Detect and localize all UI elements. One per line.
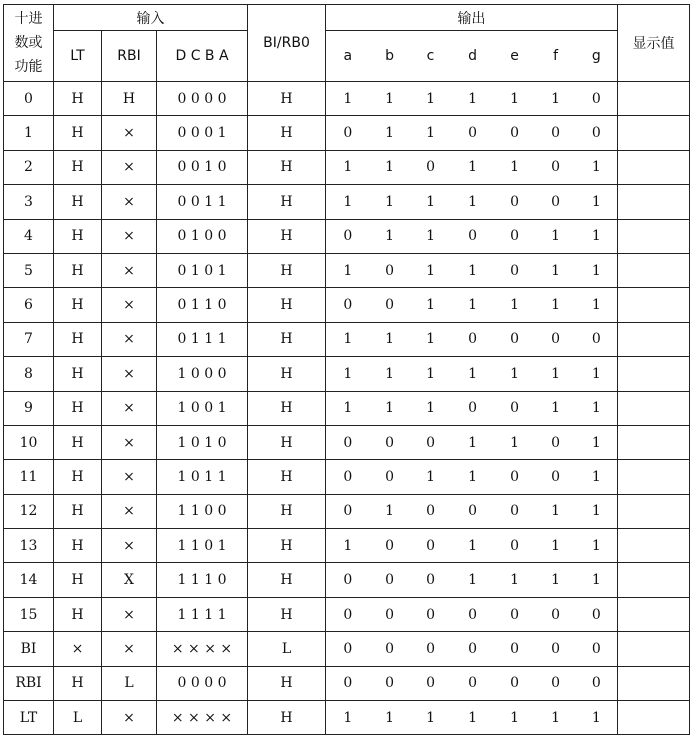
segment-a-cell: 1 bbox=[326, 391, 370, 425]
dcba-cell: 1 1 1 0 bbox=[157, 563, 248, 597]
bi-rbo-cell: H bbox=[248, 529, 326, 563]
segment-f-cell: 0 bbox=[536, 116, 576, 150]
segment-c-cell: 0 bbox=[410, 666, 452, 700]
dcba-cell: 1 0 1 1 bbox=[157, 460, 248, 494]
segment-f-cell: 1 bbox=[536, 529, 576, 563]
decimal-header-line2: 数或 bbox=[14, 35, 43, 51]
table-row bbox=[4, 150, 690, 184]
display-cell bbox=[618, 391, 690, 425]
segment-g-cell: 1 bbox=[576, 494, 618, 528]
segment-c-cell: 1 bbox=[410, 357, 452, 391]
segment-e-cell: 0 bbox=[494, 253, 536, 287]
segment-e-cell: 0 bbox=[494, 219, 536, 253]
lt-cell: H bbox=[54, 494, 102, 528]
row-label-cell: BI bbox=[4, 632, 54, 666]
display-cell bbox=[618, 185, 690, 219]
segment-a-cell: 0 bbox=[326, 632, 370, 666]
segment-e-cell: 0 bbox=[494, 185, 536, 219]
rbi-cell: × bbox=[102, 391, 157, 425]
row-label-cell: 3 bbox=[4, 185, 54, 219]
bi-rbo-cell: H bbox=[248, 425, 326, 459]
segment-a-cell: 1 bbox=[326, 701, 370, 735]
decimal-header-line1: 十进 bbox=[14, 11, 43, 27]
rbi-cell: L bbox=[102, 666, 157, 700]
segment-d-cell: 1 bbox=[452, 529, 494, 563]
segment-e-cell: 0 bbox=[494, 632, 536, 666]
row-label-cell: 4 bbox=[4, 219, 54, 253]
segment-f-cell: 1 bbox=[536, 82, 576, 116]
segment-c-cell: 0 bbox=[410, 632, 452, 666]
segment-d-cell: 0 bbox=[452, 219, 494, 253]
segment-g-cell: 0 bbox=[576, 597, 618, 631]
segment-g-cell: 0 bbox=[576, 666, 618, 700]
dcba-cell: 0 0 0 1 bbox=[157, 116, 248, 150]
segment-f-cell: 1 bbox=[536, 219, 576, 253]
segment-f-cell: 1 bbox=[536, 701, 576, 735]
segment-d-cell: 0 bbox=[452, 666, 494, 700]
segment-f-cell: 1 bbox=[536, 357, 576, 391]
segment-f-cell: 1 bbox=[536, 391, 576, 425]
lt-cell: H bbox=[54, 185, 102, 219]
segment-b-cell: 1 bbox=[370, 391, 410, 425]
bi-rbo-cell: H bbox=[248, 701, 326, 735]
lt-cell: H bbox=[54, 82, 102, 116]
bi-rbo-cell: H bbox=[248, 322, 326, 356]
display-cell bbox=[618, 357, 690, 391]
segment-b-cell: 1 bbox=[370, 185, 410, 219]
lt-header: LT bbox=[54, 31, 102, 82]
segment-e-cell: 0 bbox=[494, 529, 536, 563]
segment-e-cell: 1 bbox=[494, 82, 536, 116]
rbi-cell: × bbox=[102, 116, 157, 150]
rbi-cell: × bbox=[102, 460, 157, 494]
segment-e-cell: 1 bbox=[494, 288, 536, 322]
segment-d-cell: 0 bbox=[452, 597, 494, 631]
table-row bbox=[4, 632, 690, 666]
table-row bbox=[4, 425, 690, 459]
segment-e-cell: 1 bbox=[494, 701, 536, 735]
segment-b-cell: 1 bbox=[370, 494, 410, 528]
segment-c-cell: 0 bbox=[410, 597, 452, 631]
row-label-cell: 5 bbox=[4, 253, 54, 287]
segment-e-cell: 0 bbox=[494, 666, 536, 700]
input-group-header: 输入 bbox=[54, 5, 248, 31]
dcba-cell: 0 1 0 0 bbox=[157, 219, 248, 253]
table-header bbox=[4, 5, 690, 82]
row-label-cell: 7 bbox=[4, 322, 54, 356]
segment-f-cell: 0 bbox=[536, 150, 576, 184]
dcba-cell: 1 0 0 1 bbox=[157, 391, 248, 425]
segment-a-cell: 0 bbox=[326, 116, 370, 150]
segment-c-cell: 1 bbox=[410, 460, 452, 494]
segment-f-cell: 0 bbox=[536, 425, 576, 459]
row-label-cell: 6 bbox=[4, 288, 54, 322]
display-cell bbox=[618, 494, 690, 528]
lt-cell: H bbox=[54, 253, 102, 287]
segment-d-cell: 1 bbox=[452, 150, 494, 184]
bi-rbo-cell: H bbox=[248, 288, 326, 322]
table-row bbox=[4, 322, 690, 356]
segment-f-cell: 0 bbox=[536, 460, 576, 494]
dcba-cell: × × × × bbox=[157, 701, 248, 735]
segment-e-header: e bbox=[494, 31, 536, 82]
row-label-cell: LT bbox=[4, 701, 54, 735]
display-cell bbox=[618, 253, 690, 287]
segment-a-cell: 1 bbox=[326, 185, 370, 219]
segment-d-cell: 1 bbox=[452, 701, 494, 735]
segment-c-cell: 0 bbox=[410, 425, 452, 459]
segment-g-cell: 1 bbox=[576, 150, 618, 184]
display-cell bbox=[618, 632, 690, 666]
segment-a-cell: 0 bbox=[326, 288, 370, 322]
display-cell bbox=[618, 701, 690, 735]
segment-d-cell: 0 bbox=[452, 391, 494, 425]
segment-f-cell: 1 bbox=[536, 563, 576, 597]
segment-g-cell: 0 bbox=[576, 82, 618, 116]
segment-e-cell: 0 bbox=[494, 116, 536, 150]
segment-d-cell: 1 bbox=[452, 253, 494, 287]
segment-b-cell: 1 bbox=[370, 357, 410, 391]
segment-a-cell: 1 bbox=[326, 357, 370, 391]
segment-e-cell: 0 bbox=[494, 597, 536, 631]
segment-c-cell: 1 bbox=[410, 391, 452, 425]
table-row bbox=[4, 288, 690, 322]
segment-f-cell: 0 bbox=[536, 632, 576, 666]
segment-b-cell: 0 bbox=[370, 529, 410, 563]
row-label-cell: 13 bbox=[4, 529, 54, 563]
table-row bbox=[4, 116, 690, 150]
segment-c-cell: 0 bbox=[410, 529, 452, 563]
segment-a-cell: 1 bbox=[326, 322, 370, 356]
row-label-cell: 14 bbox=[4, 563, 54, 597]
row-label-cell: 11 bbox=[4, 460, 54, 494]
segment-f-cell: 0 bbox=[536, 666, 576, 700]
segment-a-cell: 0 bbox=[326, 597, 370, 631]
bi-rbo-cell: H bbox=[248, 597, 326, 631]
segment-g-cell: 1 bbox=[576, 288, 618, 322]
segment-e-cell: 0 bbox=[494, 391, 536, 425]
segment-e-cell: 1 bbox=[494, 357, 536, 391]
display-cell bbox=[618, 529, 690, 563]
segment-b-cell: 1 bbox=[370, 701, 410, 735]
segment-c-cell: 0 bbox=[410, 494, 452, 528]
segment-d-cell: 1 bbox=[452, 288, 494, 322]
segment-b-cell: 0 bbox=[370, 253, 410, 287]
display-cell bbox=[618, 563, 690, 597]
segment-d-cell: 1 bbox=[452, 563, 494, 597]
segment-d-cell: 0 bbox=[452, 494, 494, 528]
dcba-cell: 0 0 1 1 bbox=[157, 185, 248, 219]
table-row bbox=[4, 185, 690, 219]
segment-b-header: b bbox=[370, 31, 410, 82]
display-header: 显示值 bbox=[618, 5, 690, 82]
segment-d-cell: 1 bbox=[452, 185, 494, 219]
segment-a-cell: 0 bbox=[326, 563, 370, 597]
row-label-cell: 9 bbox=[4, 391, 54, 425]
segment-a-cell: 1 bbox=[326, 529, 370, 563]
segment-a-cell: 0 bbox=[326, 666, 370, 700]
bi-rbo-cell: H bbox=[248, 494, 326, 528]
bi-rbo-cell: H bbox=[248, 253, 326, 287]
segment-c-cell: 0 bbox=[410, 563, 452, 597]
dcba-cell: 1 1 1 1 bbox=[157, 597, 248, 631]
segment-d-cell: 0 bbox=[452, 322, 494, 356]
rbi-cell: × bbox=[102, 185, 157, 219]
table-row bbox=[4, 460, 690, 494]
lt-cell: × bbox=[54, 632, 102, 666]
segment-f-cell: 1 bbox=[536, 253, 576, 287]
rbi-cell: × bbox=[102, 597, 157, 631]
table-body bbox=[4, 82, 690, 735]
row-label-cell: 8 bbox=[4, 357, 54, 391]
table-row bbox=[4, 253, 690, 287]
segment-d-cell: 1 bbox=[452, 357, 494, 391]
segment-b-cell: 0 bbox=[370, 597, 410, 631]
segment-c-header: c bbox=[410, 31, 452, 82]
rbi-cell: × bbox=[102, 219, 157, 253]
segment-g-cell: 1 bbox=[576, 357, 618, 391]
dcba-cell: 1 1 0 0 bbox=[157, 494, 248, 528]
segment-e-cell: 1 bbox=[494, 150, 536, 184]
lt-cell: H bbox=[54, 357, 102, 391]
segment-g-cell: 1 bbox=[576, 460, 618, 494]
segment-f-header: f bbox=[536, 31, 576, 82]
segment-e-cell: 0 bbox=[494, 494, 536, 528]
dcba-cell: × × × × bbox=[157, 632, 248, 666]
segment-b-cell: 1 bbox=[370, 82, 410, 116]
dcba-cell: 0 0 0 0 bbox=[157, 82, 248, 116]
dcba-cell: 0 1 1 1 bbox=[157, 322, 248, 356]
lt-cell: H bbox=[54, 666, 102, 700]
segment-e-cell: 1 bbox=[494, 425, 536, 459]
display-cell bbox=[618, 322, 690, 356]
segment-b-cell: 1 bbox=[370, 219, 410, 253]
lt-cell: H bbox=[54, 460, 102, 494]
segment-f-cell: 1 bbox=[536, 494, 576, 528]
bi-rbo-cell: H bbox=[248, 357, 326, 391]
dcba-cell: 1 0 0 0 bbox=[157, 357, 248, 391]
rbi-cell: × bbox=[102, 288, 157, 322]
segment-a-cell: 1 bbox=[326, 82, 370, 116]
bi-rbo-cell: H bbox=[248, 150, 326, 184]
rbi-cell: × bbox=[102, 632, 157, 666]
bi-rbo-cell: H bbox=[248, 219, 326, 253]
display-cell bbox=[618, 288, 690, 322]
segment-a-cell: 1 bbox=[326, 150, 370, 184]
segment-f-cell: 1 bbox=[536, 288, 576, 322]
output-group-header: 输出 bbox=[326, 5, 618, 31]
lt-cell: H bbox=[54, 425, 102, 459]
segment-e-cell: 1 bbox=[494, 563, 536, 597]
display-cell bbox=[618, 150, 690, 184]
segment-g-cell: 1 bbox=[576, 425, 618, 459]
dcba-cell: 1 0 1 0 bbox=[157, 425, 248, 459]
lt-cell: H bbox=[54, 322, 102, 356]
rbi-header: RBI bbox=[102, 31, 157, 82]
rbi-cell: × bbox=[102, 494, 157, 528]
display-cell bbox=[618, 425, 690, 459]
table-row bbox=[4, 494, 690, 528]
table-row bbox=[4, 357, 690, 391]
row-label-cell: 10 bbox=[4, 425, 54, 459]
display-cell bbox=[618, 597, 690, 631]
segment-b-cell: 0 bbox=[370, 632, 410, 666]
segment-a-cell: 0 bbox=[326, 494, 370, 528]
display-cell bbox=[618, 82, 690, 116]
rbi-cell: × bbox=[102, 425, 157, 459]
segment-e-cell: 0 bbox=[494, 460, 536, 494]
display-cell bbox=[618, 219, 690, 253]
bi-rbo-cell: H bbox=[248, 460, 326, 494]
segment-g-cell: 1 bbox=[576, 563, 618, 597]
segment-c-cell: 1 bbox=[410, 253, 452, 287]
segment-b-cell: 0 bbox=[370, 425, 410, 459]
table-row bbox=[4, 391, 690, 425]
row-label-cell: 2 bbox=[4, 150, 54, 184]
bi-rbo-cell: H bbox=[248, 391, 326, 425]
lt-cell: H bbox=[54, 563, 102, 597]
segment-g-cell: 1 bbox=[576, 185, 618, 219]
row-label-cell: 12 bbox=[4, 494, 54, 528]
lt-cell: L bbox=[54, 701, 102, 735]
bi-rbo-cell: H bbox=[248, 116, 326, 150]
segment-d-cell: 1 bbox=[452, 82, 494, 116]
table-row bbox=[4, 597, 690, 631]
table-row bbox=[4, 82, 690, 116]
lt-cell: H bbox=[54, 150, 102, 184]
rbi-cell: × bbox=[102, 357, 157, 391]
segment-d-cell: 1 bbox=[452, 425, 494, 459]
dcba-header: D C B A bbox=[157, 31, 248, 82]
decimal-header-line3: 功能 bbox=[14, 59, 43, 75]
segment-a-header: a bbox=[326, 31, 370, 82]
segment-g-cell: 1 bbox=[576, 529, 618, 563]
decimal-header bbox=[4, 5, 54, 82]
segment-d-cell: 1 bbox=[452, 460, 494, 494]
segment-a-cell: 0 bbox=[326, 425, 370, 459]
row-label-cell: 15 bbox=[4, 597, 54, 631]
segment-b-cell: 0 bbox=[370, 563, 410, 597]
segment-g-cell: 1 bbox=[576, 219, 618, 253]
dcba-cell: 0 1 0 1 bbox=[157, 253, 248, 287]
table-row bbox=[4, 666, 690, 700]
bi-rbo-cell: L bbox=[248, 632, 326, 666]
row-label-cell: 0 bbox=[4, 82, 54, 116]
rbi-cell: × bbox=[102, 322, 157, 356]
rbi-cell: × bbox=[102, 701, 157, 735]
segment-g-cell: 1 bbox=[576, 253, 618, 287]
segment-d-cell: 0 bbox=[452, 632, 494, 666]
lt-cell: H bbox=[54, 219, 102, 253]
segment-f-cell: 0 bbox=[536, 597, 576, 631]
table-row bbox=[4, 563, 690, 597]
segment-d-cell: 0 bbox=[452, 116, 494, 150]
display-cell bbox=[618, 116, 690, 150]
segment-g-cell: 1 bbox=[576, 391, 618, 425]
segment-g-header: g bbox=[576, 31, 618, 82]
display-cell bbox=[618, 666, 690, 700]
rbi-cell: H bbox=[102, 82, 157, 116]
lt-cell: H bbox=[54, 116, 102, 150]
bi-rbo-cell: H bbox=[248, 563, 326, 597]
row-label-cell: RBI bbox=[4, 666, 54, 700]
lt-cell: H bbox=[54, 529, 102, 563]
segment-c-cell: 1 bbox=[410, 288, 452, 322]
dcba-cell: 0 0 1 0 bbox=[157, 150, 248, 184]
table-row bbox=[4, 529, 690, 563]
dcba-cell: 0 1 1 0 bbox=[157, 288, 248, 322]
segment-c-cell: 1 bbox=[410, 82, 452, 116]
segment-c-cell: 1 bbox=[410, 701, 452, 735]
dcba-cell: 1 1 0 1 bbox=[157, 529, 248, 563]
bi-rbo-cell: H bbox=[248, 185, 326, 219]
segment-c-cell: 1 bbox=[410, 219, 452, 253]
segment-b-cell: 1 bbox=[370, 150, 410, 184]
lt-cell: H bbox=[54, 597, 102, 631]
bi-rbo-cell: H bbox=[248, 82, 326, 116]
segment-g-cell: 1 bbox=[576, 701, 618, 735]
segment-c-cell: 0 bbox=[410, 150, 452, 184]
lt-cell: H bbox=[54, 391, 102, 425]
segment-f-cell: 0 bbox=[536, 322, 576, 356]
rbi-cell: × bbox=[102, 253, 157, 287]
segment-g-cell: 0 bbox=[576, 322, 618, 356]
row-label-cell: 1 bbox=[4, 116, 54, 150]
segment-c-cell: 1 bbox=[410, 185, 452, 219]
bi-rbo-cell: H bbox=[248, 666, 326, 700]
bi-rbo-header: BI/RB0 bbox=[248, 5, 326, 82]
segment-b-cell: 0 bbox=[370, 460, 410, 494]
segment-b-cell: 1 bbox=[370, 116, 410, 150]
rbi-cell: X bbox=[102, 563, 157, 597]
segment-g-cell: 0 bbox=[576, 116, 618, 150]
segment-a-cell: 0 bbox=[326, 219, 370, 253]
segment-c-cell: 1 bbox=[410, 116, 452, 150]
dcba-cell: 0 0 0 0 bbox=[157, 666, 248, 700]
table-row bbox=[4, 701, 690, 735]
segment-b-cell: 1 bbox=[370, 322, 410, 356]
truth-table bbox=[3, 4, 690, 735]
segment-f-cell: 0 bbox=[536, 185, 576, 219]
rbi-cell: × bbox=[102, 529, 157, 563]
segment-b-cell: 0 bbox=[370, 666, 410, 700]
rbi-cell: × bbox=[102, 150, 157, 184]
segment-a-cell: 1 bbox=[326, 253, 370, 287]
segment-c-cell: 1 bbox=[410, 322, 452, 356]
segment-e-cell: 0 bbox=[494, 322, 536, 356]
display-cell bbox=[618, 460, 690, 494]
segment-d-header: d bbox=[452, 31, 494, 82]
lt-cell: H bbox=[54, 288, 102, 322]
segment-b-cell: 0 bbox=[370, 288, 410, 322]
table-row bbox=[4, 219, 690, 253]
segment-a-cell: 0 bbox=[326, 460, 370, 494]
segment-g-cell: 0 bbox=[576, 632, 618, 666]
